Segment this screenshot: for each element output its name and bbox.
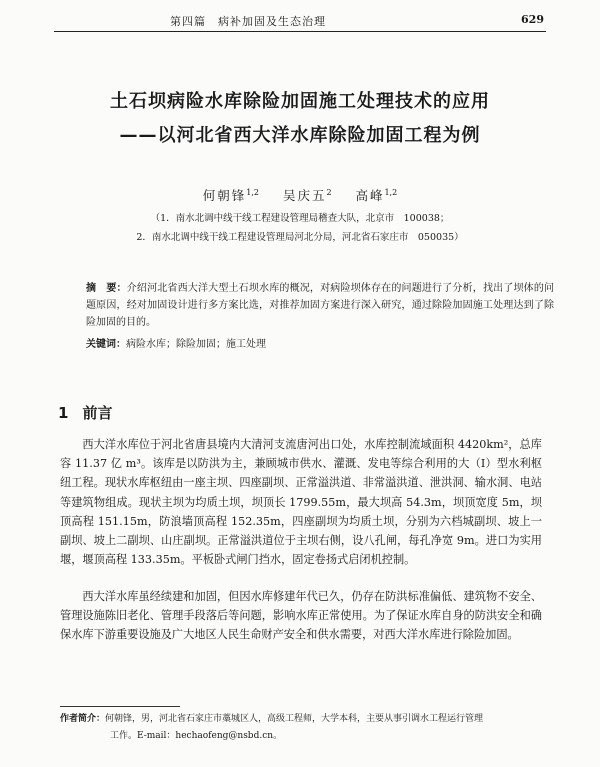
footnote-text-cont: 工作。E-mail：hechaofeng@nsbd.cn。 — [110, 731, 283, 741]
section-heading — [58, 402, 112, 423]
page-number: 629 — [521, 13, 544, 26]
abstract-text: 介绍河北省西大洋大型土石坝水库的概况，对病险坝体存在的问题进行了分析，找出了坝体的问题原因，经对加固设计进行多方案比选，对推荐加固方案进行深入研究，通过除险加固施工处理达到了除险加固的目的。 — [86, 283, 555, 328]
footnote — [60, 711, 550, 745]
author-list — [0, 186, 600, 204]
affiliation: 2．南水北调中线干线工程建设管理局河北分局，河北省石家庄市 050035） — [136, 232, 464, 243]
author-affil-mark: 1,2 — [246, 187, 260, 197]
author-affil-mark: 2 — [326, 187, 332, 197]
author-name: 吴庆五 — [282, 188, 327, 203]
abstract-label: 摘 要： — [86, 283, 127, 294]
author-name: 高峰 — [355, 188, 385, 203]
paper-title: 土石坝病险水库除险加固施工处理技术的应用 — [110, 91, 490, 112]
affiliation: （1．南水北调中线干线工程建设管理局稽查大队，北京市 100038； — [150, 213, 450, 224]
header-rule — [54, 31, 546, 32]
keywords — [86, 335, 554, 350]
keywords-label: 关键词： — [86, 339, 126, 350]
section-number: 1 — [58, 404, 69, 422]
section-title: 前言 — [82, 404, 113, 422]
footnote-rule — [60, 706, 180, 707]
footnote-text: 何朝锋，男，河北省石家庄市藁城区人，高级工程师，大学本科，主要从事引调水工程运行管理 — [105, 714, 484, 724]
paper-subtitle: ——以河北省西大洋水库除险加固工程为例 — [119, 125, 481, 146]
author-name: 何朝锋 — [202, 188, 247, 203]
keywords-text: 病险水库；除险加固；施工处理 — [126, 339, 266, 350]
footnote-label: 作者简介： — [60, 714, 106, 724]
author-affil-mark: 1,2 — [384, 187, 398, 197]
body-paragraph: 西大洋水库虽经续建和加固，但因水库修建年代已久，仍存在防洪标准偏低、建筑物不安全、管理设施陈旧老化、管理手段落后等问题，影响水库正常使用。为了保证水库自身的防洪安全和确保水库下游重要设施及广大地区人民生命财产安全和供水需要，对西大洋水库进行除险加固。 — [60, 590, 542, 642]
abstract — [86, 280, 554, 331]
body-paragraph: 西大洋水库位于河北省唐县境内大清河支流唐河出口处，水库控制流域面积 4420km²，总库容 11.37 亿 m³。该库是以防洪为主，兼顾城市供水、灌溉、发电等综合利用的大（Ⅰ）型水利枢纽工程。现状水库枢纽由一座主坝、四座副坝、正常溢洪道、非常溢洪道、泄洪洞、输水洞、电站等建筑物组成。现状主坝为均质土坝，坝顶长 1799.55m，最大坝高 54.3m，坝顶宽度 5m，坝顶高程 151.15m，防浪墙顶高程 152.35m，四座副坝为均质土坝，分别为六档城副坝、坡上一副坝、坡上二副坝、山庄副坝。正常溢洪道位于主坝右侧，设八孔闸，每孔净宽 9m。进口为实用堰，堰顶高程 133.35m。平板卧式闸门挡水，固定卷扬式启闭机控制。 — [60, 438, 542, 567]
running-head: 第四篇 病补加固及生态治理 — [170, 15, 326, 28]
